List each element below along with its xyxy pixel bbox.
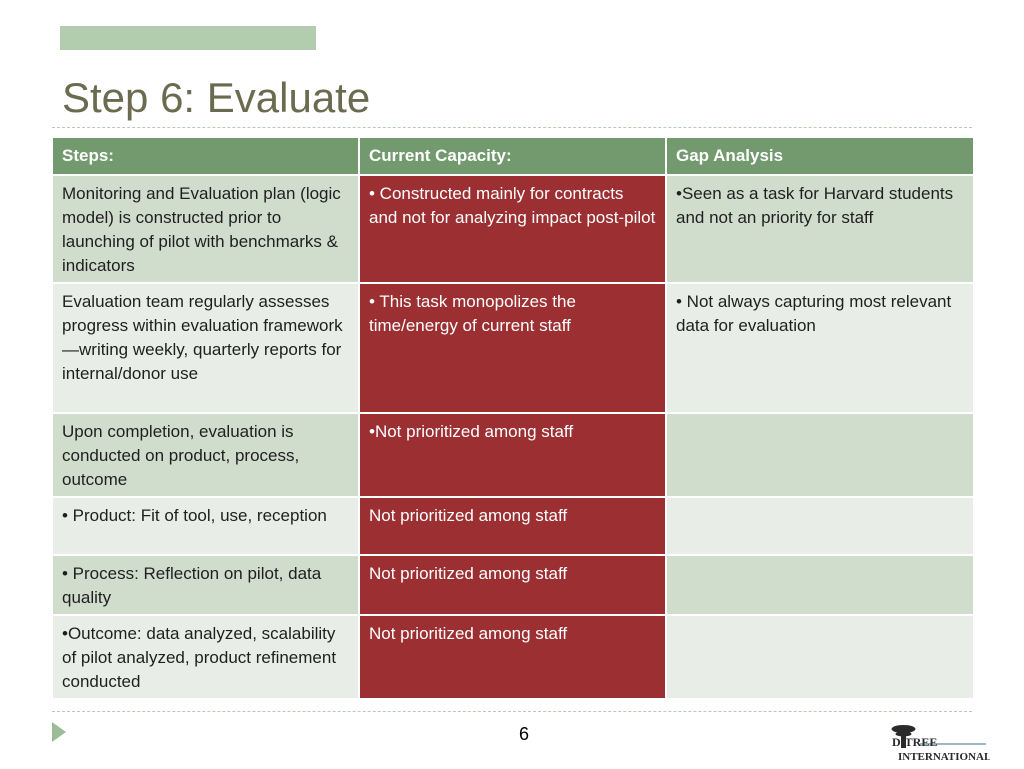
table-row (52, 615, 974, 699)
title-accent-bar (60, 26, 316, 50)
steps-cell: Monitoring and Evaluation plan (logic model) is constructed prior to launching of pilot with benchmarks & indicators (52, 175, 359, 283)
table-row (52, 175, 974, 283)
capacity-cell: • This task monopolizes the time/energy of current staff (359, 283, 666, 413)
tree-logo-icon (890, 722, 990, 764)
gap-cell: •Seen as a task for Harvard students and not an priority for staff (666, 175, 974, 283)
page-number: 6 (519, 724, 530, 744)
gap-cell (666, 497, 974, 555)
logo-text-line1: D-TREE (892, 735, 938, 749)
steps-cell: • Process: Reflection on pilot, data quality (52, 555, 359, 615)
table-row (52, 497, 974, 555)
capacity-cell: Not prioritized among staff (359, 555, 666, 615)
capacity-cell: Not prioritized among staff (359, 497, 666, 555)
header-current-capacity: Current Capacity: (359, 137, 666, 175)
evaluation-table (51, 136, 975, 700)
d-tree-logo (890, 722, 990, 764)
header-steps: Steps: (52, 137, 359, 175)
bottom-dashed-divider (52, 711, 972, 712)
table-row (52, 413, 974, 497)
play-triangle-icon (52, 722, 66, 742)
steps-cell: • Product: Fit of tool, use, reception (52, 497, 359, 555)
gap-cell (666, 555, 974, 615)
gap-cell (666, 615, 974, 699)
steps-cell: Upon completion, evaluation is conducted on product, process, outcome (52, 413, 359, 497)
capacity-cell: Not prioritized among staff (359, 615, 666, 699)
slide-title: Step 6: Evaluate (62, 74, 371, 121)
table-row (52, 555, 974, 615)
header-gap-analysis: Gap Analysis (666, 137, 974, 175)
top-dashed-divider (52, 127, 972, 128)
gap-cell: • Not always capturing most relevant data for evaluation (666, 283, 974, 413)
capacity-cell: •Not prioritized among staff (359, 413, 666, 497)
logo-text-line2: INTERNATIONAL (898, 751, 990, 763)
steps-cell: Evaluation team regularly assesses progress within evaluation framework—writing weekly, quarterly reports for internal/donor use (52, 283, 359, 413)
table-row (52, 283, 974, 413)
gap-cell (666, 413, 974, 497)
steps-cell: •Outcome: data analyzed, scalability of pilot analyzed, product refinement conducted (52, 615, 359, 699)
capacity-cell: • Constructed mainly for contracts and not for analyzing impact post-pilot (359, 175, 666, 283)
table-header-row (52, 137, 974, 175)
